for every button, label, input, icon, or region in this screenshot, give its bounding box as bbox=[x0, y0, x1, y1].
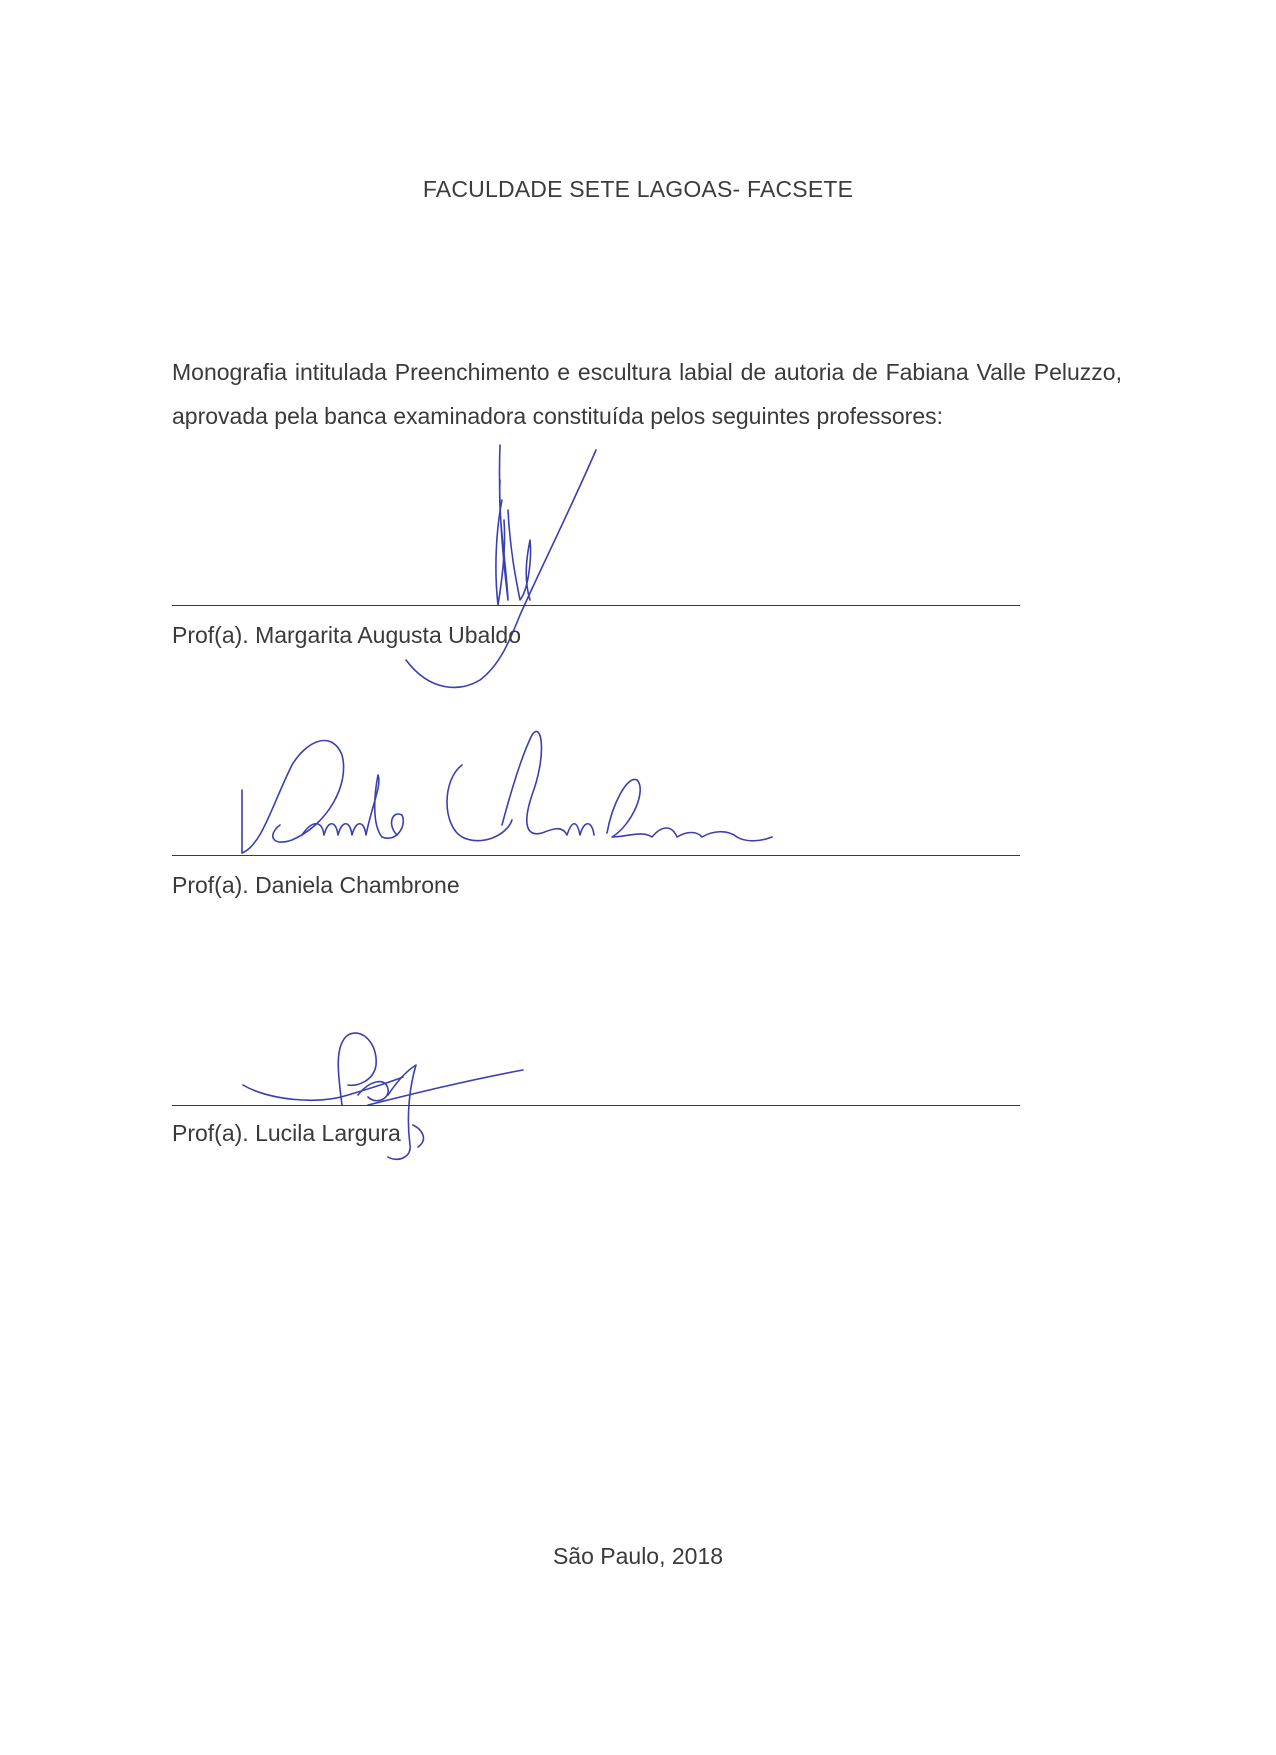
signature-line-2 bbox=[172, 855, 1020, 856]
examiner-name-1: Prof(a). Margarita Augusta Ubaldo bbox=[172, 622, 522, 648]
signature-1 bbox=[370, 440, 610, 700]
signature-line-3 bbox=[172, 1105, 1020, 1106]
signature-3 bbox=[238, 1025, 528, 1175]
signature-line-1 bbox=[172, 605, 1020, 606]
signature-2 bbox=[232, 725, 772, 865]
approval-statement: Monografia intitulada Preenchimento e escultura labial de autoria de Fabiana Valle Peluzzo, aprovada pela banca examinadora constituída pelos seguintes professores: bbox=[172, 359, 1122, 429]
institution-title: FACULDADE SETE LAGOAS- FACSETE bbox=[422, 176, 854, 202]
place-and-date: São Paulo, 2018 bbox=[552, 1543, 724, 1569]
examiner-name-2: Prof(a). Daniela Chambrone bbox=[172, 872, 460, 898]
examiner-name-3: Prof(a). Lucila Largura bbox=[172, 1120, 401, 1146]
